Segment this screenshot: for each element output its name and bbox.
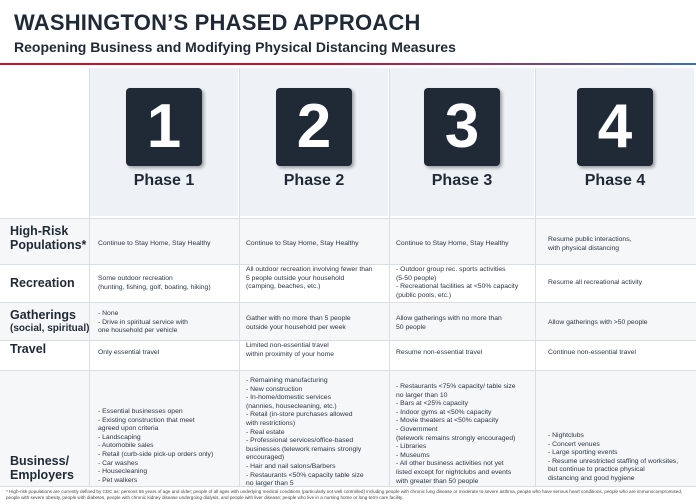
column-divider [89,68,90,486]
row-divider [0,218,696,219]
cell-recreation-phase-3: - Outdoor group rec. sports activities (5-50 people) - Recreational facilities at <50% capacity (public pools, etc.) [396,266,519,299]
column-divider [239,68,240,486]
cell-gatherings-phase-1: - None - Drive in spiritual service with one household per vehicle [98,310,188,335]
phase-3-label: Phase 3 [431,172,493,189]
cell-business-phase-1: - Essential businesses open - Existing construction that meet agreed upon criteria - Landscaping - Automobile sales - Retail (curb-side pick-up orders only) - Car washes - Housecleaning - Pet walkers [98,408,214,484]
phase-1-header [90,68,238,216]
page-subtitle: Reopening Business and Modifying Physical Distancing Measures [14,39,456,55]
row-label-business-line2: Employers [10,468,74,482]
row-divider [0,370,696,371]
cell-recreation-phase-2: All outdoor recreation involving fewer than 5 people outside your household (camping, beaches, etc.) [246,266,373,291]
cell-business-phase-4: - Nightclubs - Concert venues - Large sporting events - Resume unrestricted staffing of worksites, but continue to practice physical distancing and good hygiene [548,432,679,482]
cell-business-phase-3: - Restaurants <75% capacity/ table size no larger than 10 - Bars at <25% capacity - Indoor gyms at <50% capacity - Movie theaters at <50% capacity - Government (telework remains strongly encouraged) - Libraries - Museums - All other business activities not yet listed except for nightclubs and events with greater than 50 people [396,383,516,485]
row-divider [0,264,696,265]
phase-2-header [240,68,388,216]
cell-travel-phase-1: Only essential travel [98,349,160,356]
cell-recreation-phase-1: Some outdoor recreation (hunting, fishing, golf, boating, hiking) [98,275,211,291]
phase-2-number-tile: 2 [276,88,352,166]
column-divider [389,68,390,486]
row-divider [0,302,696,303]
cell-high-risk-phase-4: Resume public interactions, with physical distancing [548,236,632,252]
cell-gatherings-phase-3: Allow gatherings with no more than 50 people [396,315,502,331]
accent-rule [0,63,696,65]
phase-2-label: Phase 2 [283,172,345,189]
cell-high-risk-phase-2: Continue to Stay Home, Stay Healthy [246,240,359,247]
header [0,0,696,64]
phase-1-number-tile: 1 [126,88,202,166]
page-title: WASHINGTON’S PHASED APPROACH [14,10,421,35]
cell-travel-phase-3: Resume non-essential travel [396,349,483,356]
cell-travel-phase-4: Continue non-essential travel [548,349,637,356]
phase-1-label: Phase 1 [133,172,195,189]
cell-high-risk-phase-1: Continue to Stay Home, Stay Healthy [98,240,211,247]
row-label-gatherings [10,308,89,336]
row-label-travel: Travel [10,342,47,356]
phase-3-header [390,68,534,216]
cell-travel-phase-2: Limited non-essential travel within proximity of your home [246,342,335,358]
phase-4-number-tile: 4 [577,88,653,166]
row-label-high-risk-line1: High-Risk [10,224,69,238]
row-divider [0,340,696,341]
phase-4-label: Phase 4 [584,172,646,189]
column-divider [535,68,536,486]
cell-gatherings-phase-2: Gather with no more than 5 people outside your household per week [246,315,351,331]
cell-gatherings-phase-4: Allow gatherings with >50 people [548,319,648,326]
row-label-business [10,454,74,482]
row-label-recreation: Recreation [10,276,75,290]
cell-business-phase-2: - Remaining manufacturing - New construction - In-home/domestic services (nannies, housecleaning, etc.) - Retail (in-store purchases allowed with restrictions) - Real estate - Professional services/office-based businesses (telework remains strongly encouraged) - Hair and nail salons/Barbers - Restaurants <50% capacity table size no larger than 5 [246,377,364,488]
footnote: * High-risk populations are currently defined by CDC as: persons 65 years of age and older; people of all ages with underlying medical conditions (particularly not well controlled) including people with chronic lung disease or moderate to severe asthma, people who have serious heart conditions, people who are immunocompromised, people with severe obesity, people with diabetes, people with chronic kidney disease undergoing dialysis, and people with liver disease; people who live in a nursing home or long-term care facility. [6,489,683,500]
row-label-business-line1: Business/ [10,454,70,468]
row-label-high-risk-line2: Populations* [10,238,87,252]
row-label-gatherings-line1: Gatherings [10,308,76,322]
cell-high-risk-phase-3: Continue to Stay Home, Stay Healthy [396,240,509,247]
phase-3-number-tile: 3 [424,88,500,166]
row-label-gatherings-line2: (social, spiritual) [10,323,90,334]
row-label-high-risk [10,224,86,252]
cell-recreation-phase-4: Resume all recreational activity [548,279,643,286]
phase-4-header [536,68,694,216]
